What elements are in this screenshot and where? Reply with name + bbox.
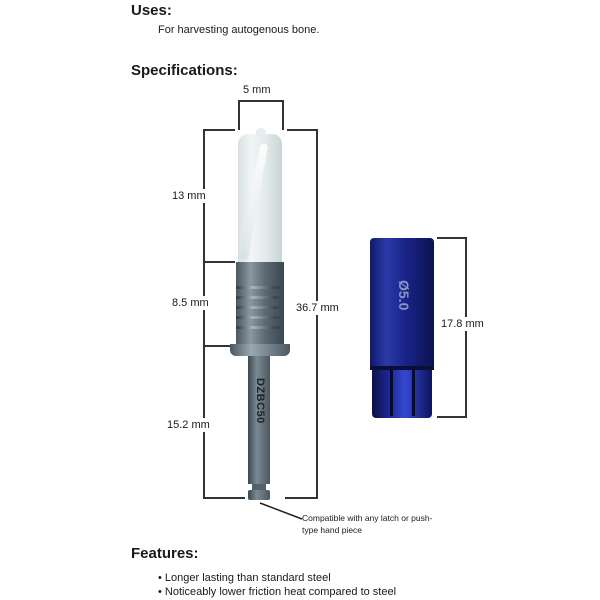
collar-groove: [236, 326, 284, 329]
sleeve-lower: [372, 370, 432, 418]
drill-flange: [230, 344, 290, 356]
drill-tip: [238, 134, 282, 262]
collar-groove: [236, 296, 284, 299]
sleeve-dimension-tick-top: [437, 237, 467, 239]
width-dimension-tick-left: [238, 100, 240, 130]
collar-groove: [236, 316, 284, 319]
width-dimension-tick-right: [282, 100, 284, 130]
total-length-label: 36.7 mm: [296, 302, 339, 314]
stopper-sleeve: [370, 238, 434, 418]
compatibility-note: Compatible with any latch or push-type hand piece: [302, 513, 433, 535]
sleeve-engraving: Ø5.0: [396, 280, 412, 311]
feature-item: • Noticeably lower friction heat compared to steel: [158, 586, 397, 598]
uses-text: For harvesting autogenous bone.: [158, 24, 320, 36]
sleeve-dimension-tick-bottom: [437, 416, 467, 418]
collar-groove: [236, 286, 284, 289]
specifications-heading: Specifications:: [131, 62, 238, 79]
right-dimension-tick-top: [287, 129, 317, 131]
tip-length-label: 13 mm: [172, 190, 206, 202]
left-dimension-tick-collar: [203, 345, 233, 347]
sleeve-slot: [412, 370, 415, 416]
latch-end: [248, 490, 270, 500]
feature-item-text: Longer lasting than standard steel: [164, 572, 331, 584]
drill-collar: [236, 262, 284, 344]
collar-length-label: 8.5 mm: [172, 297, 209, 309]
width-dimension-line: [238, 100, 284, 102]
callout-leader-line: [258, 500, 308, 522]
drill-engraving: DZBC50: [254, 378, 266, 424]
shank-length-label: 15.2 mm: [167, 419, 210, 431]
feature-item: • Longer lasting than standard steel: [158, 572, 331, 584]
sleeve-slot: [390, 370, 393, 416]
features-heading: Features:: [131, 545, 199, 562]
feature-item-text: Noticeably lower friction heat compared to steel: [164, 586, 397, 598]
left-dimension-line: [203, 129, 205, 498]
drill-width-label: 5 mm: [243, 84, 271, 96]
uses-heading: Uses:: [131, 2, 172, 19]
collar-groove: [236, 306, 284, 309]
trephine-drill: [230, 128, 290, 500]
sleeve-length-label: 17.8 mm: [441, 318, 484, 330]
